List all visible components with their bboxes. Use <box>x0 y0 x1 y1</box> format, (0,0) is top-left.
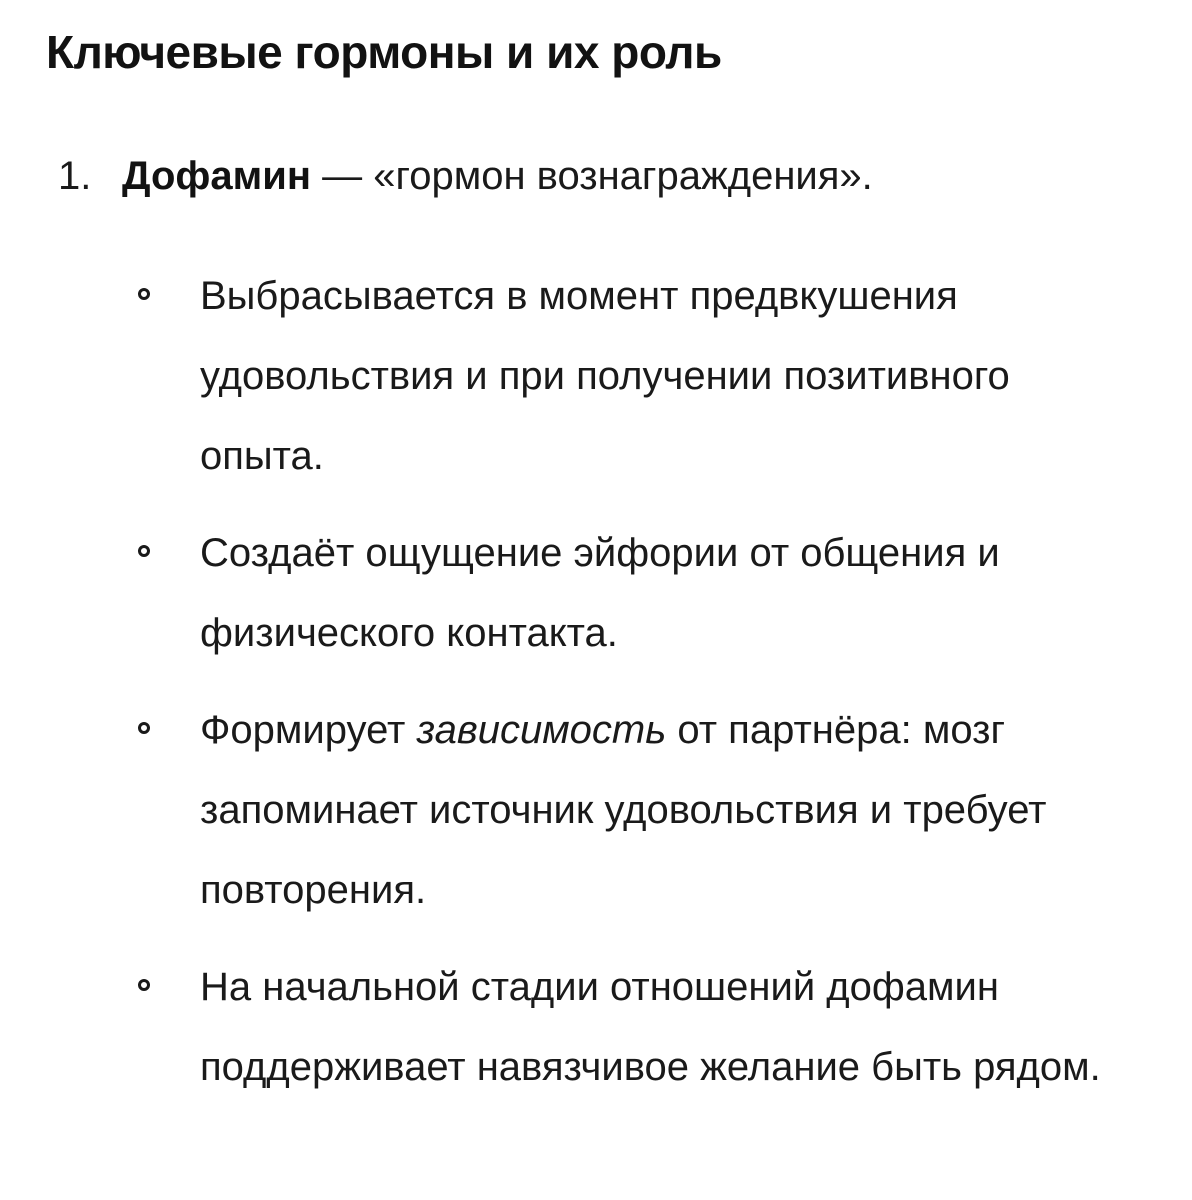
circle-bullet-icon <box>138 722 150 734</box>
circle-bullet-icon <box>138 288 150 300</box>
hormone-description: — «гормон вознаграждения». <box>311 154 873 198</box>
hormone-term: Дофамин <box>122 154 312 198</box>
bullet-emphasis: зависимость <box>416 708 667 752</box>
bullet-item <box>200 690 1120 930</box>
bullet-item <box>200 947 1120 1107</box>
circle-bullet-icon <box>138 545 150 557</box>
bullet-item <box>200 513 1120 673</box>
bullet-item <box>200 256 1120 496</box>
bullet-text-before: Формирует <box>200 708 417 752</box>
circle-bullet-icon <box>138 979 150 991</box>
section-heading: Ключевые гормоны и их роль <box>46 26 722 78</box>
ordered-list-item <box>58 146 873 206</box>
list-number: 1. <box>58 154 92 198</box>
bullet-text-after: от партнёра: мозг запоминает источник удовольствия и требует повторения. <box>200 708 1047 912</box>
bullet-text: Создаёт ощущение эйфории от общения и физического контакта. <box>200 531 1000 655</box>
bullet-text: Выбрасывается в момент предвкушения удовольствия и при получении позитивного опыта. <box>200 274 1010 478</box>
bullet-text: На начальной стадии отношений дофамин поддерживает навязчивое желание быть рядом. <box>200 965 1101 1089</box>
